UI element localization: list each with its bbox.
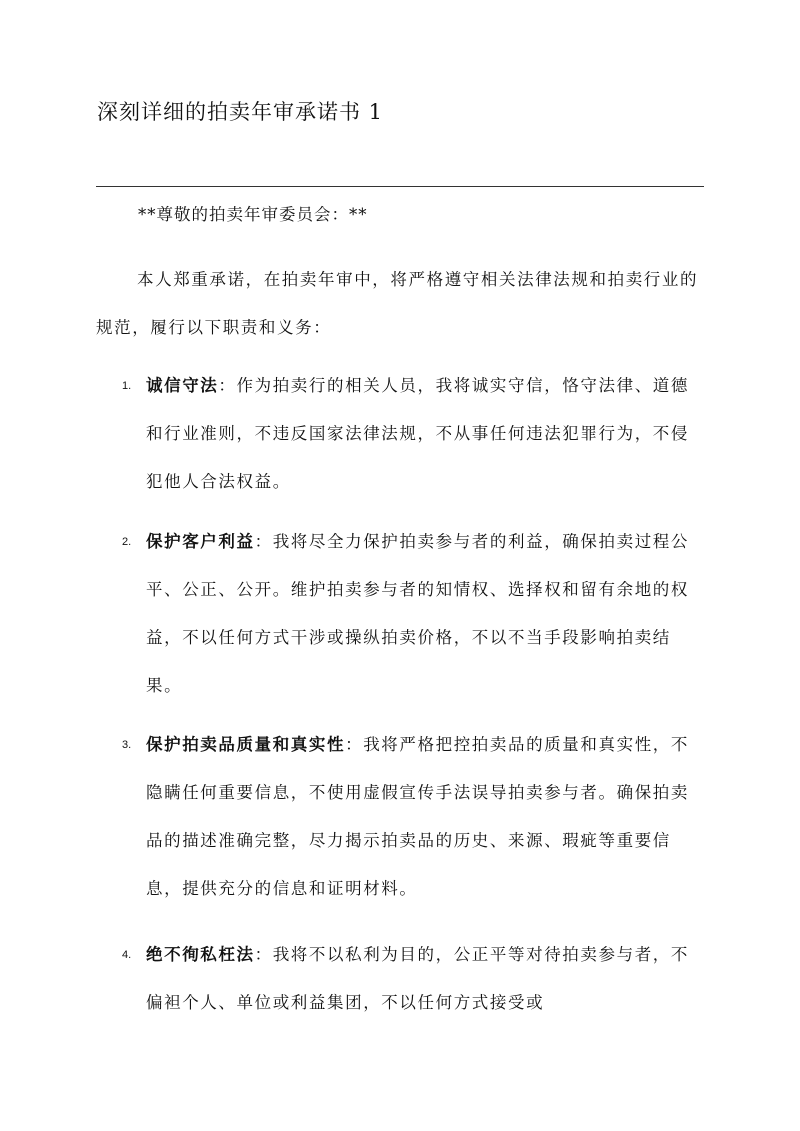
list-item-number: 2. [122, 536, 132, 548]
list-item-text: ：我将不以私利为目的，公正平等对待拍卖参与者，不偏袒个人、单位或利益集团，不以任何方式接受或 [146, 945, 690, 1012]
list-item-number: 1. [122, 380, 132, 392]
list-item [122, 721, 702, 913]
list-item-body [146, 931, 702, 1027]
list-item-heading: 绝不徇私枉法 [146, 945, 255, 964]
list-item-heading: 保护客户利益 [146, 532, 255, 551]
list-item-heading: 保护拍卖品质量和真实性 [146, 735, 346, 754]
list-item-heading: 诚信守法 [146, 376, 219, 395]
page-title: 深刻详细的拍卖年审承诺书 1 [97, 100, 384, 124]
list-item-body [146, 721, 702, 913]
list-item-body [146, 362, 702, 506]
list-item-text: ：作为拍卖行的相关人员，我将诚实守信，恪守法律、道德和行业准则，不违反国家法律法规，不从事任何违法犯罪行为，不侵犯他人合法权益。 [146, 376, 690, 491]
list-item [122, 362, 702, 506]
list-item-number: 3. [122, 739, 132, 751]
list-item [122, 518, 702, 710]
salutation: **尊敬的拍卖年审委员会：** [138, 205, 368, 224]
list-item-number: 4. [122, 949, 132, 961]
list-item-text: ：我将尽全力保护拍卖参与者的利益，确保拍卖过程公平、公正、公开。维护拍卖参与者的知情权、选择权和留有余地的权益，不以任何方式干涉或操纵拍卖价格，不以不当手段影响拍卖结果。 [146, 532, 690, 695]
title-divider [96, 186, 704, 187]
list-item [122, 931, 702, 1027]
intro-paragraph: 本人郑重承诺，在拍卖年审中，将严格遵守相关法律法规和拍卖行业的规范，履行以下职责和义务： [96, 270, 699, 337]
list-item-body [146, 518, 702, 710]
list-item-text: ：我将严格把控拍卖品的质量和真实性，不隐瞒任何重要信息，不使用虚假宣传手法误导拍卖参与者。确保拍卖品的描述准确完整，尽力揭示拍卖品的历史、来源、瑕疵等重要信息，提供充分的信息和证明材料。 [146, 735, 690, 898]
